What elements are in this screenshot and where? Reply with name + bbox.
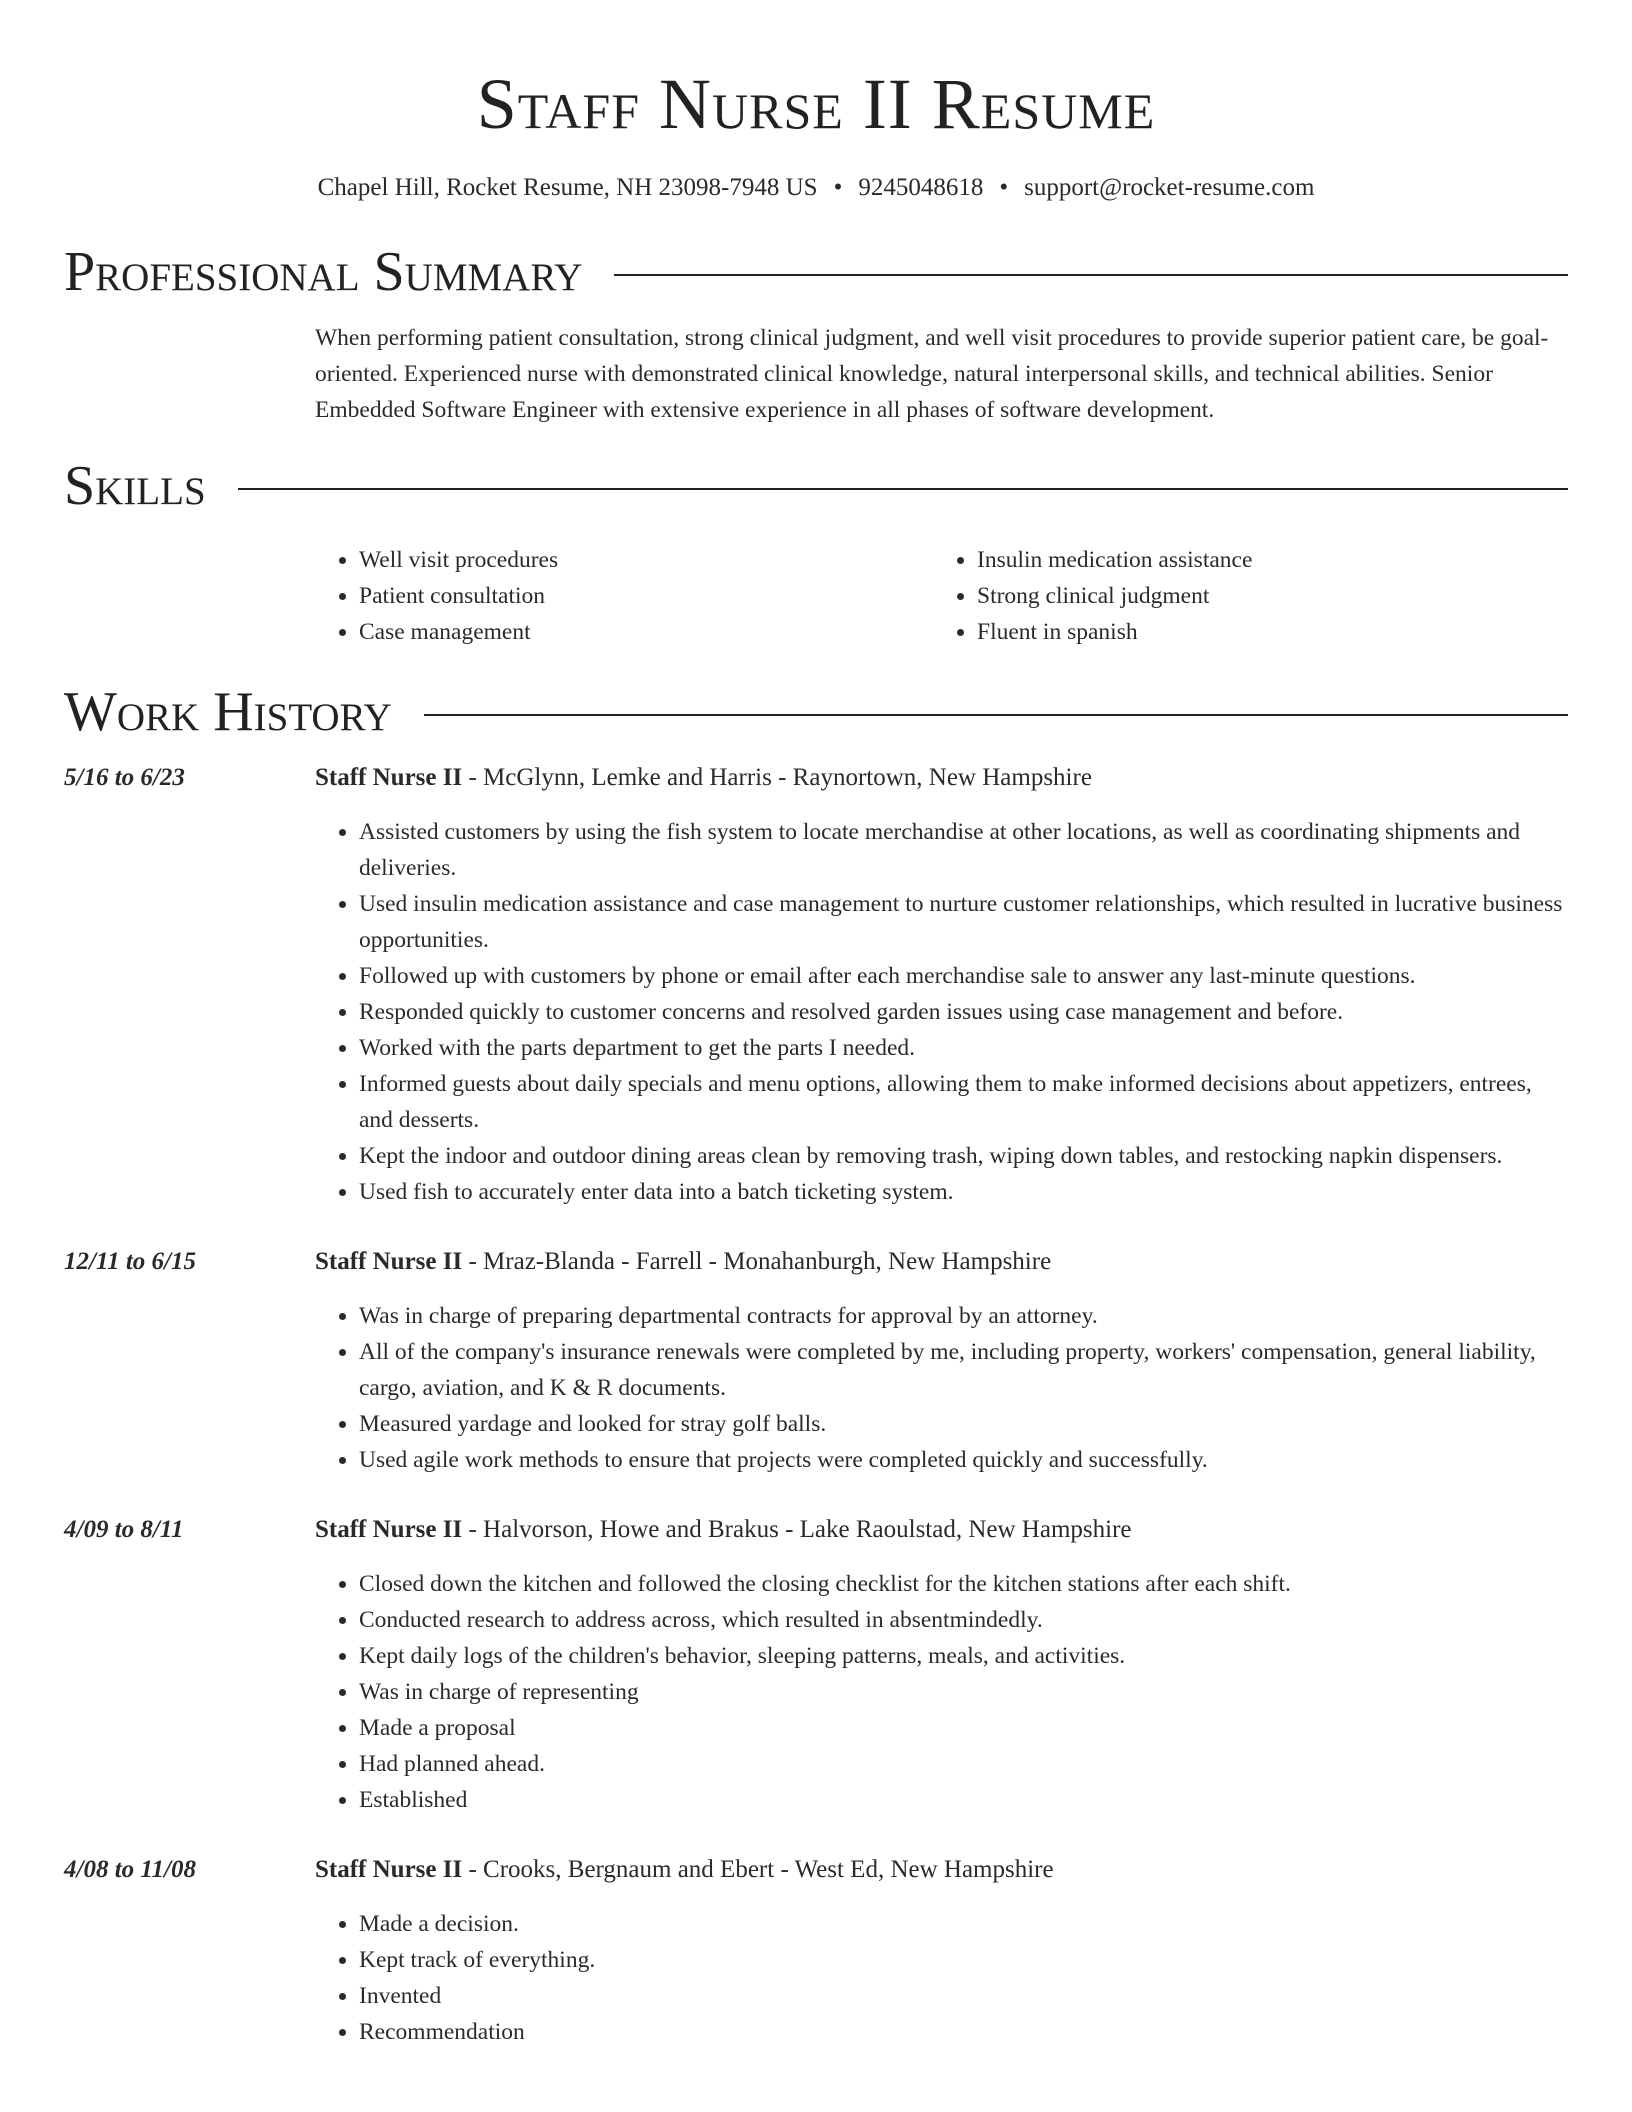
job-dates: 4/09 to 8/11	[64, 1516, 184, 1543]
job-title: Staff Nurse II	[315, 1248, 463, 1275]
job-detail	[315, 1244, 1568, 1478]
skill-item: • Strong clinical judgment	[977, 578, 1551, 614]
summary-section-header	[64, 236, 1568, 308]
skill-item: • Well visit procedures	[359, 542, 933, 578]
job-title: Staff Nurse II	[315, 1856, 463, 1883]
job-employer: - Halvorson, Howe and Brakus - Lake Raoulstad, New Hampshire	[462, 1516, 1132, 1543]
job-title-line	[315, 760, 1568, 796]
work-section-header	[64, 676, 1568, 748]
job-bullet: • Made a decision.	[359, 1906, 1568, 1942]
job-bullet: • Established	[359, 1782, 1568, 1818]
job-detail	[315, 760, 1568, 1210]
job-bullet: • Used fish to accurately enter data into a batch ticketing system.	[359, 1174, 1568, 1210]
job-bullet: • Measured yardage and looked for stray golf balls.	[359, 1406, 1568, 1442]
job-bullet: • All of the company's insurance renewals were completed by me, including property, workers' compensation, general liability, cargo, aviation, and K & R documents.	[359, 1334, 1568, 1406]
job-employer: - Mraz-Blanda - Farrell - Monahanburgh, New Hampshire	[462, 1248, 1052, 1275]
section-divider	[614, 274, 1568, 276]
job-entry	[64, 1512, 1568, 1818]
job-bullet: • Made a proposal	[359, 1710, 1568, 1746]
job-entry	[64, 760, 1568, 1210]
skills-list	[315, 542, 1568, 650]
contact-line	[64, 170, 1568, 206]
job-bullet: • Kept the indoor and outdoor dining areas clean by removing trash, wiping down tables, and restocking napkin dispensers.	[359, 1138, 1568, 1174]
job-bullet: • Closed down the kitchen and followed the closing checklist for the kitchen stations after each shift.	[359, 1566, 1568, 1602]
skills-column-2	[933, 542, 1551, 650]
job-detail	[315, 1852, 1568, 2050]
skill-item: • Patient consultation	[359, 578, 933, 614]
job-bullet: • Recommendation	[359, 2014, 1568, 2050]
job-dates: 12/11 to 6/15	[64, 1248, 196, 1275]
job-title: Staff Nurse II	[315, 1516, 463, 1543]
job-bullet: • Used agile work methods to ensure that projects were completed quickly and successfully.	[359, 1442, 1568, 1478]
skill-item: • Case management	[359, 614, 933, 650]
summary-heading: Professional Summary	[64, 241, 583, 303]
job-bullet: • Was in charge of preparing departmental contracts for approval by an attorney.	[359, 1298, 1568, 1334]
skills-section-header	[64, 450, 1568, 522]
skills-heading: Skills	[64, 455, 206, 517]
job-title-line	[315, 1852, 1568, 1888]
contact-separator: •	[999, 174, 1009, 201]
summary-text: When performing patient consultation, strong clinical judgment, and well visit procedures to provide superior patient care, be goal-oriented. Experienced nurse with demonstrated clinical knowledge, natural interpersonal skills, and technical abilities. Senior Embedded Software Engineer with extensive experience in all phases of software development.	[315, 325, 1549, 423]
skills-column-1	[315, 542, 933, 650]
job-bullets	[315, 1906, 1568, 2050]
job-dates: 5/16 to 6/23	[64, 764, 185, 791]
job-employer: - McGlynn, Lemke and Harris - Raynortown, New Hampshire	[462, 764, 1092, 791]
job-bullet: • Assisted customers by using the fish system to locate merchandise at other locations, as well as coordinating shipments and deliveries.	[359, 814, 1568, 886]
job-entry	[64, 1244, 1568, 1478]
job-title: Staff Nurse II	[315, 764, 463, 791]
work-heading: Work History	[64, 681, 392, 743]
contact-phone: 9245048618	[858, 174, 984, 201]
job-bullet: • Informed guests about daily specials and menu options, allowing them to make informed decisions about appetizers, entrees, and desserts.	[359, 1066, 1568, 1138]
job-bullets	[315, 1566, 1568, 1818]
resume-title: Staff Nurse II Resume	[476, 64, 1156, 144]
job-entry	[64, 1852, 1568, 2050]
job-bullet: • Followed up with customers by phone or email after each merchandise sale to answer any last-minute questions.	[359, 958, 1568, 994]
work-history-list	[64, 760, 1568, 2050]
job-title-line	[315, 1244, 1568, 1280]
job-title-line	[315, 1512, 1568, 1548]
job-bullet: • Used insulin medication assistance and case management to nurture customer relationships, which resulted in lucrative business opportunities.	[359, 886, 1568, 958]
job-bullet: • Kept daily logs of the children's behavior, sleeping patterns, meals, and activities.	[359, 1638, 1568, 1674]
job-bullet: • Had planned ahead.	[359, 1746, 1568, 1782]
section-divider	[424, 714, 1568, 716]
contact-email[interactable]: support@rocket-resume.com	[1024, 174, 1315, 201]
skill-item: • Fluent in spanish	[977, 614, 1551, 650]
job-bullet: • Kept track of everything.	[359, 1942, 1568, 1978]
job-detail	[315, 1512, 1568, 1818]
job-bullet: • Conducted research to address across, which resulted in absentmindedly.	[359, 1602, 1568, 1638]
job-bullet: • Invented	[359, 1978, 1568, 2014]
section-divider	[238, 488, 1568, 490]
job-bullet: • Worked with the parts department to get the parts I needed.	[359, 1030, 1568, 1066]
contact-separator: •	[833, 174, 843, 201]
job-dates: 4/08 to 11/08	[64, 1856, 196, 1883]
contact-address: Chapel Hill, Rocket Resume, NH 23098-7948 US	[317, 174, 818, 201]
skill-item: • Insulin medication assistance	[977, 542, 1551, 578]
job-bullet: • Responded quickly to customer concerns and resolved garden issues using case management and before.	[359, 994, 1568, 1030]
job-bullets	[315, 814, 1568, 1210]
resume-page	[64, 0, 1568, 2050]
job-bullets	[315, 1298, 1568, 1478]
job-employer: - Crooks, Bergnaum and Ebert - West Ed, New Hampshire	[462, 1856, 1054, 1883]
job-bullet: • Was in charge of representing	[359, 1674, 1568, 1710]
